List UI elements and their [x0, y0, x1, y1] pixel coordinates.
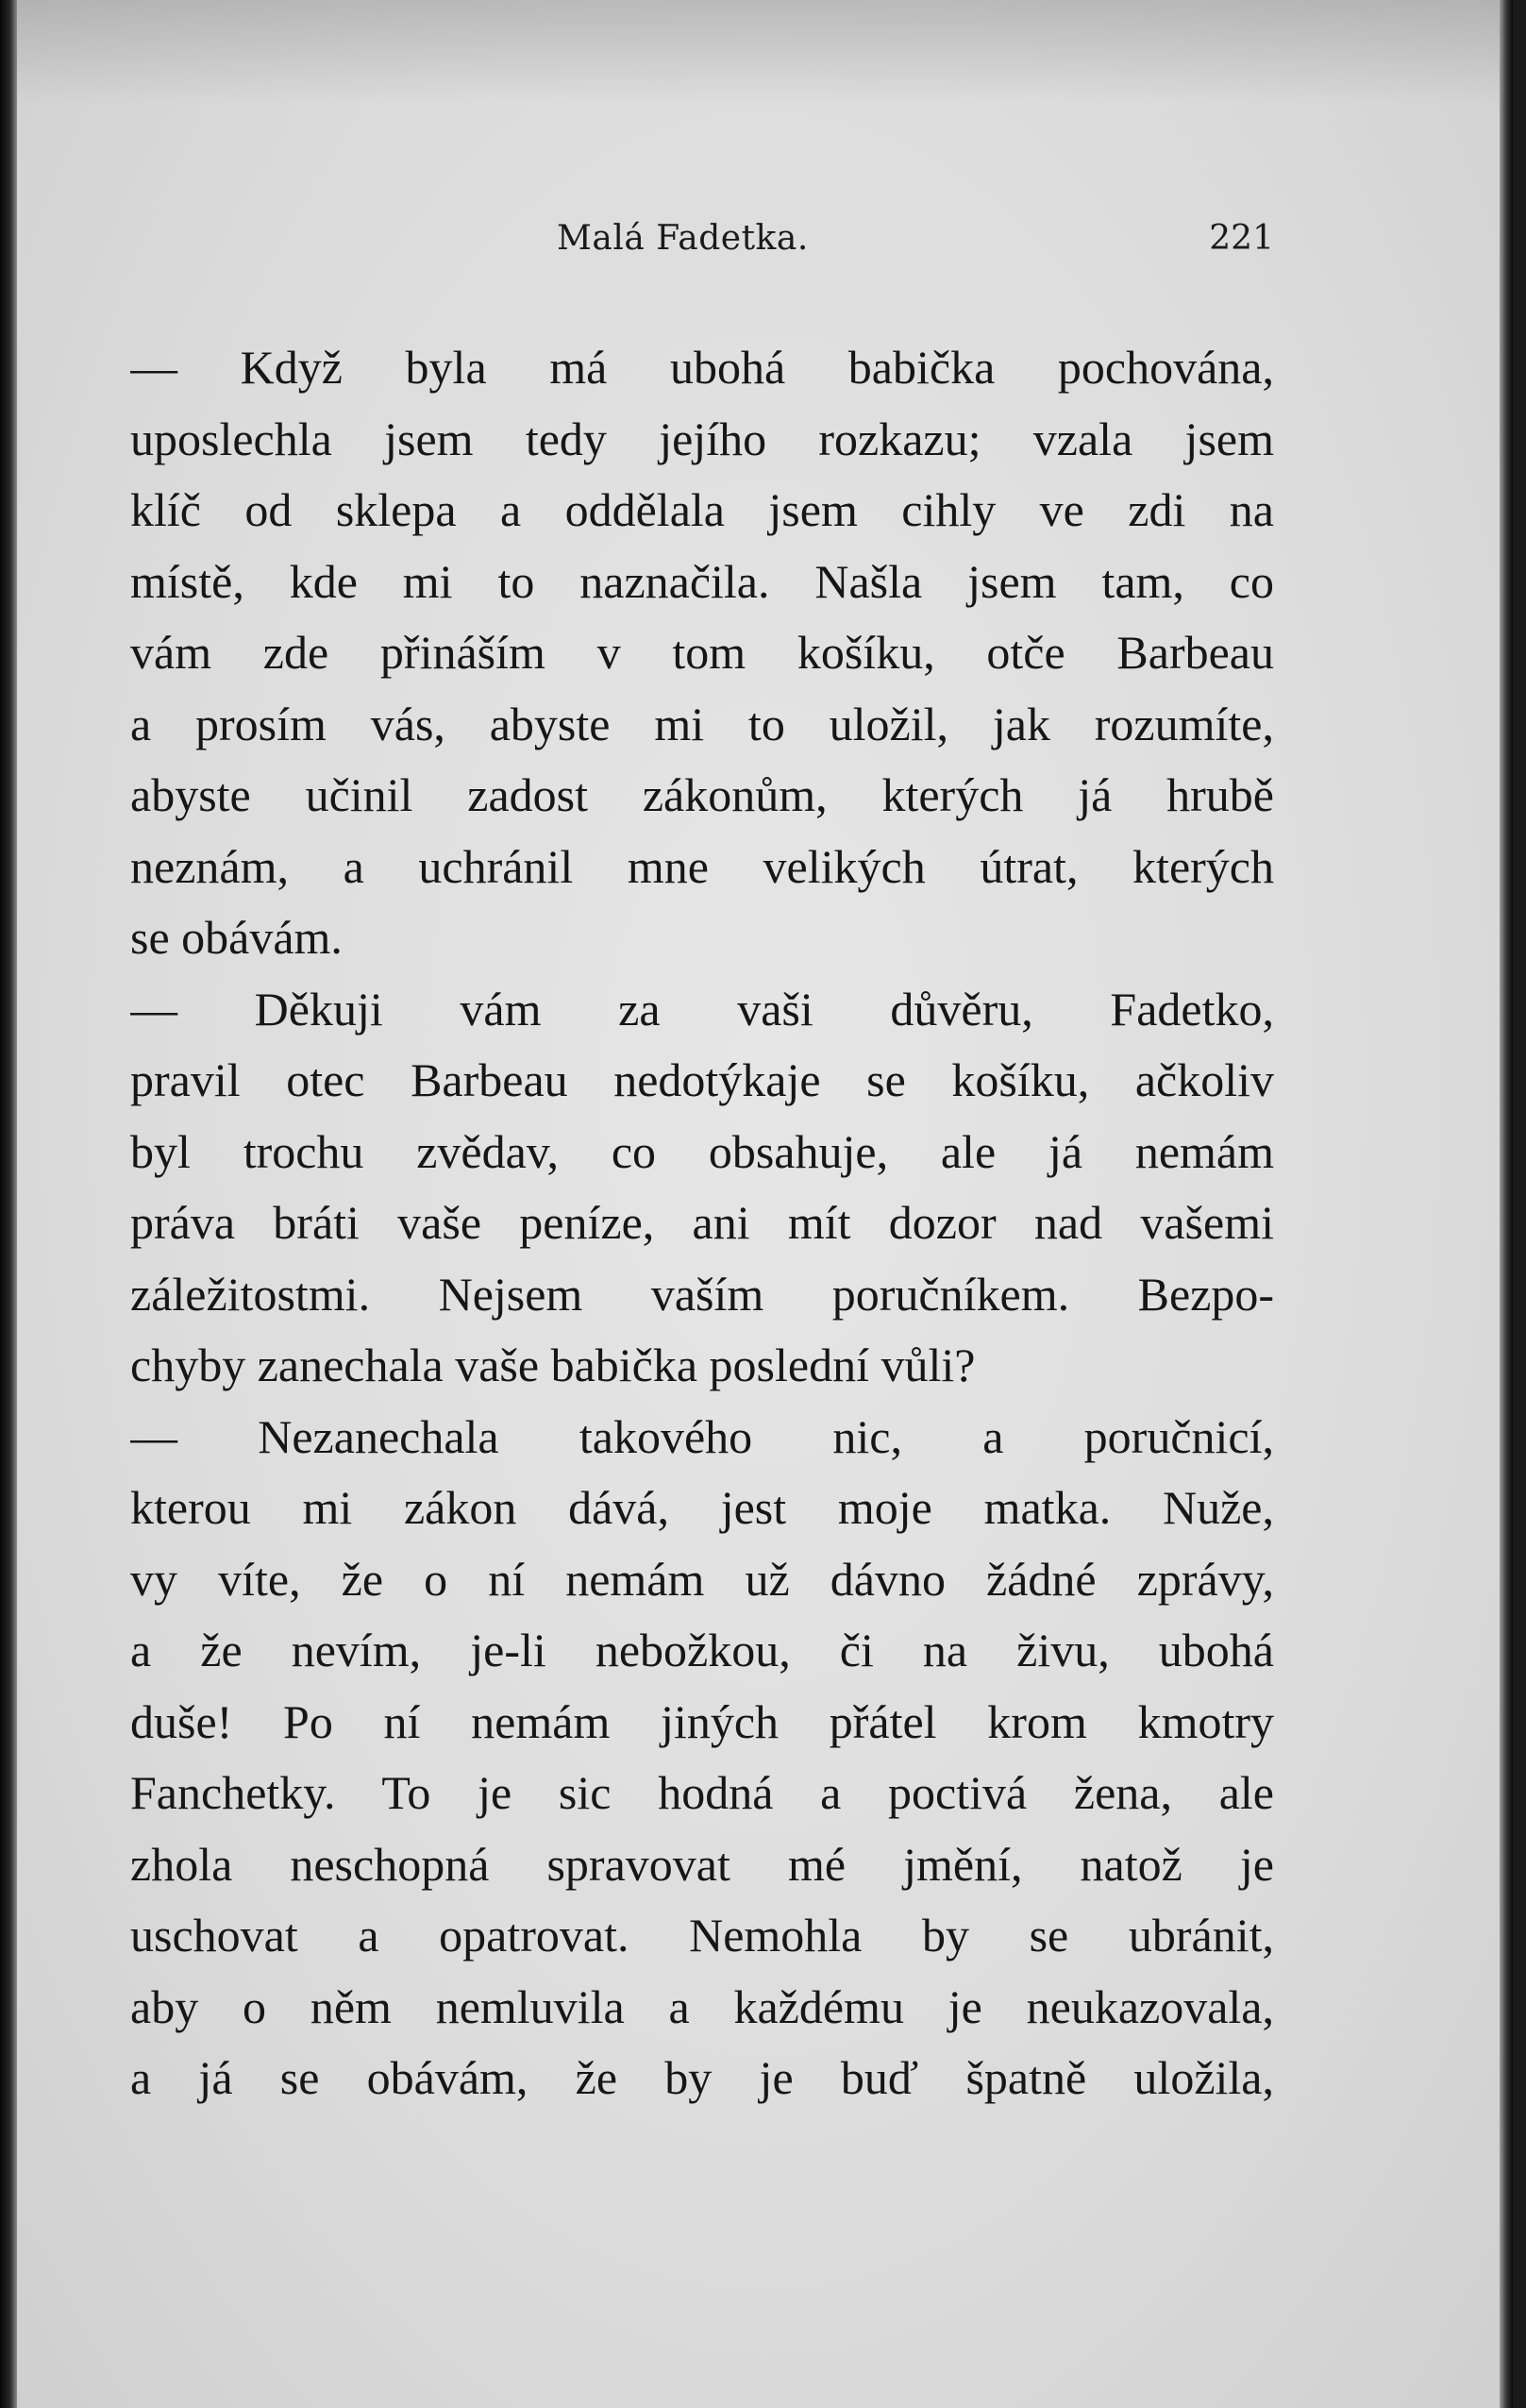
text-line: kterou mi zákon dává, jest moje matka. Nuže,	[130, 1481, 1274, 1534]
text-line: uposlechla jsem tedy jejího rozkazu; vzala jsem	[130, 412, 1274, 465]
text-line: vám zde přináším v tom košíku, otče Barbeau	[130, 626, 1274, 679]
text-line: práva bráti vaše peníze, ani mít dozor nad vašemi	[130, 1196, 1274, 1249]
text-line: duše! Po ní nemám jiných přátel krom kmotry	[130, 1694, 1274, 1748]
text-line: Fanchetky. To je sic hodná a poctivá žena, ale	[130, 1766, 1274, 1819]
page-left-edge	[0, 0, 17, 2408]
text-line: se obávám.	[130, 911, 343, 964]
page-header	[130, 210, 1274, 266]
text-line: — Nezanechala takového nic, a poručnicí,	[130, 1409, 1274, 1463]
text-line: vy víte, že o ní nemám už dávno žádné zprávy,	[130, 1552, 1274, 1606]
text-line: — Když byla má ubohá babička pochována,	[130, 341, 1274, 394]
text-line: klíč od sklepa a oddělala jsem cihly ve zdi na	[130, 483, 1274, 536]
body-text	[130, 332, 1274, 2114]
page-top-shade	[17, 0, 1513, 104]
text-line: a já se obávám, že by je buď špatně uložila,	[130, 2051, 1274, 2104]
text-line: uschovat a opatrovat. Nemohla by se ubránit,	[130, 1909, 1274, 1962]
text-line: místě, kde mi to naznačila. Našla jsem tam, co	[130, 554, 1274, 608]
text-line: aby o něm nemluvila a každému je neukazovala,	[130, 1979, 1274, 2033]
text-line: záležitostmi. Nejsem vaším poručníkem. Bezpo-	[130, 1267, 1274, 1321]
text-line: neznám, a uchránil mne velikých útrat, kterých	[130, 839, 1274, 893]
running-title: Malá Fadetka.	[557, 219, 809, 258]
text-line: a že nevím, je-li nebožkou, či na živu, ubohá	[130, 1624, 1274, 1676]
text-line: byl trochu zvědav, co obsahuje, ale já nemám	[130, 1124, 1274, 1178]
text-line: chyby zanechala vaše babička poslední vůli?	[130, 1339, 976, 1391]
text-line: abyste učinil zadost zákonům, kterých já hrubě	[130, 768, 1274, 821]
text-line: zhola neschopná spravovat mé jmění, natož je	[130, 1837, 1274, 1891]
text-line: — Děkuji vám za vaši důvěru, Fadetko,	[130, 982, 1274, 1036]
page-right-edge	[1500, 0, 1513, 2408]
page-number: 221	[1209, 219, 1274, 258]
book-page	[17, 0, 1513, 2408]
text-line: pravil otec Barbeau nedotýkaje se košíku, ačkoliv	[130, 1053, 1274, 1106]
text-line: a prosím vás, abyste mi to uložil, jak rozumíte,	[130, 697, 1274, 750]
